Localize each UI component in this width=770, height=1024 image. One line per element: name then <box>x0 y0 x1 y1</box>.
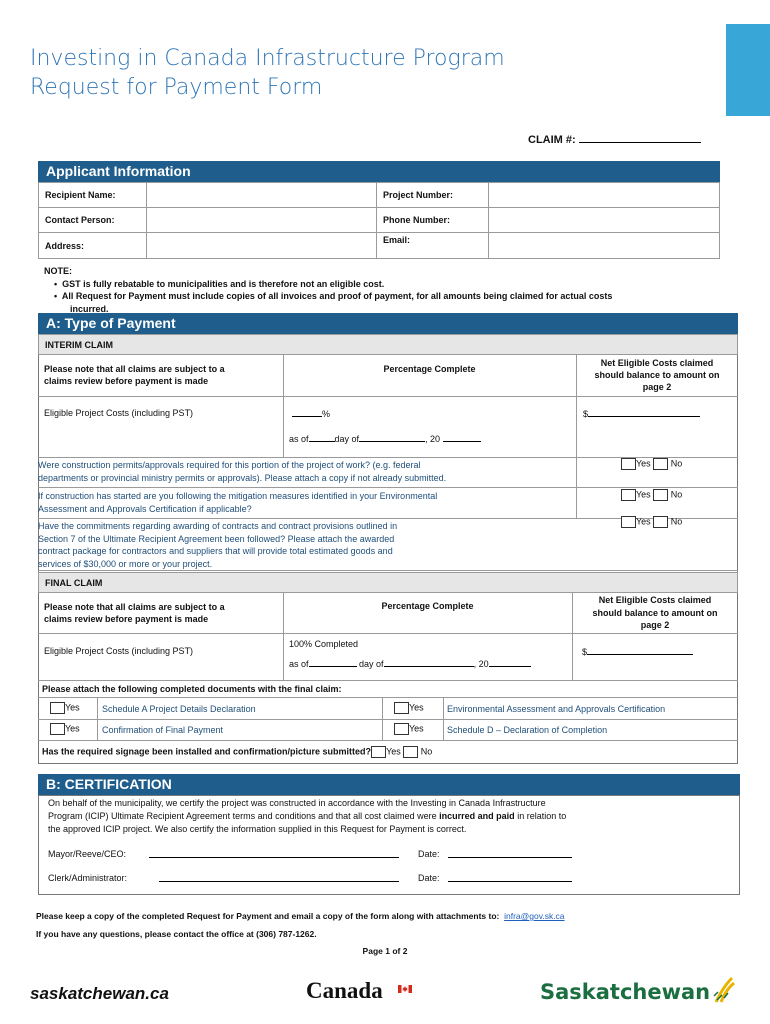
page-title <box>30 44 505 102</box>
signage-yes-checkbox[interactable] <box>371 746 386 758</box>
interim-eligible-label: Eligible Project Costs (including PST) <box>44 408 194 418</box>
note-bullet-2: • All Request for Payment must include copies of all invoices and proof of payment, for all amounts being claimed for actual costs <box>54 291 613 301</box>
permits-no-checkbox[interactable] <box>653 458 668 470</box>
final-attach-label: Please attach the following completed documents with the final claim: <box>42 684 342 694</box>
permits-yes-checkbox[interactable] <box>621 458 636 470</box>
doc4-checkbox[interactable] <box>394 723 409 735</box>
claim-label: CLAIM #: <box>528 134 576 146</box>
contact-note: If you have any questions, please contact the office at (306) 787-1262. <box>36 929 317 939</box>
saskatchewan-wordmark: Saskatchewan <box>540 980 711 1004</box>
clerk-date-label: Date: <box>418 873 440 883</box>
recipient-name-field[interactable] <box>147 183 377 208</box>
interim-question-contracts: Have the commitments regarding awarding of contracts and contract provisions outlined in Section 7 of the Ultimate Recipient Agreement been followed? Please attach the awarded contract package for contractors and suppliers that will provide total estimated goods and services of $30,000 or more or your project. <box>38 521 398 569</box>
project-number-label: Project Number: <box>377 183 489 208</box>
interim-pct-header: Percentage Complete <box>383 364 476 374</box>
mayor-date-label: Date: <box>418 849 440 859</box>
wheat-sheaf-icon <box>712 976 736 1004</box>
phone-number-label: Phone Number: <box>377 208 489 233</box>
final-note: Please note that all claims are subject to a claims review before payment is made <box>44 602 225 624</box>
doc1-checkbox[interactable] <box>50 702 65 714</box>
doc2-yes: Yes <box>394 702 424 714</box>
email-link[interactable]: infra@gov.sk.ca <box>504 911 565 921</box>
final-date-input[interactable]: as of day of , 20 <box>289 658 531 669</box>
doc1-label: Schedule A Project Details Declaration <box>102 704 256 714</box>
interim-dollar-input[interactable]: $ <box>583 408 700 419</box>
doc2-checkbox[interactable] <box>394 702 409 714</box>
interim-question-mitigation: If construction has started are you following the mitigation measures identified in your Environmental Assessment and Approvals Certification if applicable? <box>38 491 438 514</box>
claim-number-field[interactable] <box>579 133 701 143</box>
contracts-no-checkbox[interactable] <box>653 516 668 528</box>
mitigation-no-checkbox[interactable] <box>653 489 668 501</box>
doc1-yes: Yes <box>50 702 80 714</box>
address-label: Address: <box>39 233 147 259</box>
mayor-signature: Mayor/Reeve/CEO: <box>48 849 127 859</box>
contact-person-field[interactable] <box>147 208 377 233</box>
clerk-signature: Clerk/Administrator: <box>48 873 128 883</box>
recipient-name-label: Recipient Name: <box>39 183 147 208</box>
final-pct-header: Percentage Complete <box>381 601 474 611</box>
interim-note: Please note that all claims are subject to a claims review before payment is made <box>44 364 225 386</box>
keep-copy-note: Please keep a copy of the completed Request for Payment and email a copy of the form along with attachments to: infra@gov.sk.ca <box>36 911 565 921</box>
final-completed: 100% Completed <box>289 639 359 649</box>
title-line-2: Request for Payment Form <box>30 75 323 100</box>
note-block <box>44 265 612 315</box>
clerk-signature-line[interactable] <box>159 881 399 882</box>
page-number: Page 1 of 2 <box>362 946 408 956</box>
certification-header: B: CERTIFICATION <box>38 774 740 795</box>
mitigation-yes-no: Yes No <box>621 489 682 501</box>
certification-text: On behalf of the municipality, we certify the project was constructed in accordance with the Investing in Canada Infrastructure Program (ICIP) Ultimate Recipient Agreement terms and conditions and that all cost claimed were incurred and paid in relation to the approved ICIP project. We also certify the information supplied in this Request for Payment is correct. <box>48 798 567 834</box>
title-line-1: Investing in Canada Infrastructure Program <box>30 46 505 71</box>
signage-question: Has the required signage been installed and confirmation/picture submitted? Yes No <box>42 746 433 757</box>
applicant-section-header: Applicant Information <box>38 161 720 182</box>
mayor-date-line[interactable] <box>448 857 572 858</box>
permits-yes-no: Yes No <box>621 458 682 470</box>
signage-no-checkbox[interactable] <box>403 746 418 758</box>
doc2-label: Environmental Assessment and Approvals Certification <box>447 704 666 714</box>
note-bullet-1: • GST is fully rebatable to municipalities and is therefore not an eligible cost. <box>54 278 385 289</box>
phone-number-field[interactable] <box>489 208 720 233</box>
interim-question-permits: Were construction permits/approvals required for this portion of the project of work? (e.g. federal departments or provincial ministry permits or approvals). Please attach a copy if not already submitted. <box>38 460 447 483</box>
final-dollar-input[interactable]: $ <box>582 646 693 657</box>
doc4-label: Schedule D – Declaration of Completion <box>447 725 608 735</box>
contact-person-label: Contact Person: <box>39 208 147 233</box>
mitigation-yes-checkbox[interactable] <box>621 489 636 501</box>
canada-wordmark: Canada <box>306 978 383 1003</box>
email-label: Email: <box>377 233 489 259</box>
final-net-header: Net Eligible Costs claimed should balance to amount on page 2 <box>592 595 718 630</box>
claim-number <box>528 133 701 146</box>
doc4-yes: Yes <box>394 723 424 735</box>
address-field[interactable] <box>147 233 377 259</box>
doc3-label: Confirmation of Final Payment <box>102 725 224 735</box>
contracts-yes-checkbox[interactable] <box>621 516 636 528</box>
doc3-yes: Yes <box>50 723 80 735</box>
clerk-date-line[interactable] <box>448 881 572 882</box>
type-of-payment-header: A: Type of Payment <box>38 313 738 334</box>
mayor-signature-line[interactable] <box>149 857 399 858</box>
interim-net-header: Net Eligible Costs claimed should balance to amount on page 2 <box>594 358 720 392</box>
email-field[interactable] <box>489 233 720 259</box>
note-bullet-2-cont: incurred. <box>70 303 109 314</box>
doc3-checkbox[interactable] <box>50 723 65 735</box>
site-url: saskatchewan.ca <box>30 984 169 1003</box>
note-label: NOTE: <box>44 266 72 276</box>
contracts-yes-no: Yes No <box>621 516 682 528</box>
final-claim-label: FINAL CLAIM <box>38 572 738 593</box>
interim-date-input[interactable]: as of day of , 20 <box>289 433 481 444</box>
project-number-field[interactable] <box>489 183 720 208</box>
applicant-table <box>38 182 720 259</box>
interim-pct-input[interactable]: % <box>292 408 330 419</box>
interim-claim-label: INTERIM CLAIM <box>38 334 738 355</box>
side-tab-decoration <box>726 24 770 116</box>
final-eligible-label: Eligible Project Costs (including PST) <box>44 646 194 656</box>
canada-flag-icon <box>398 980 412 988</box>
